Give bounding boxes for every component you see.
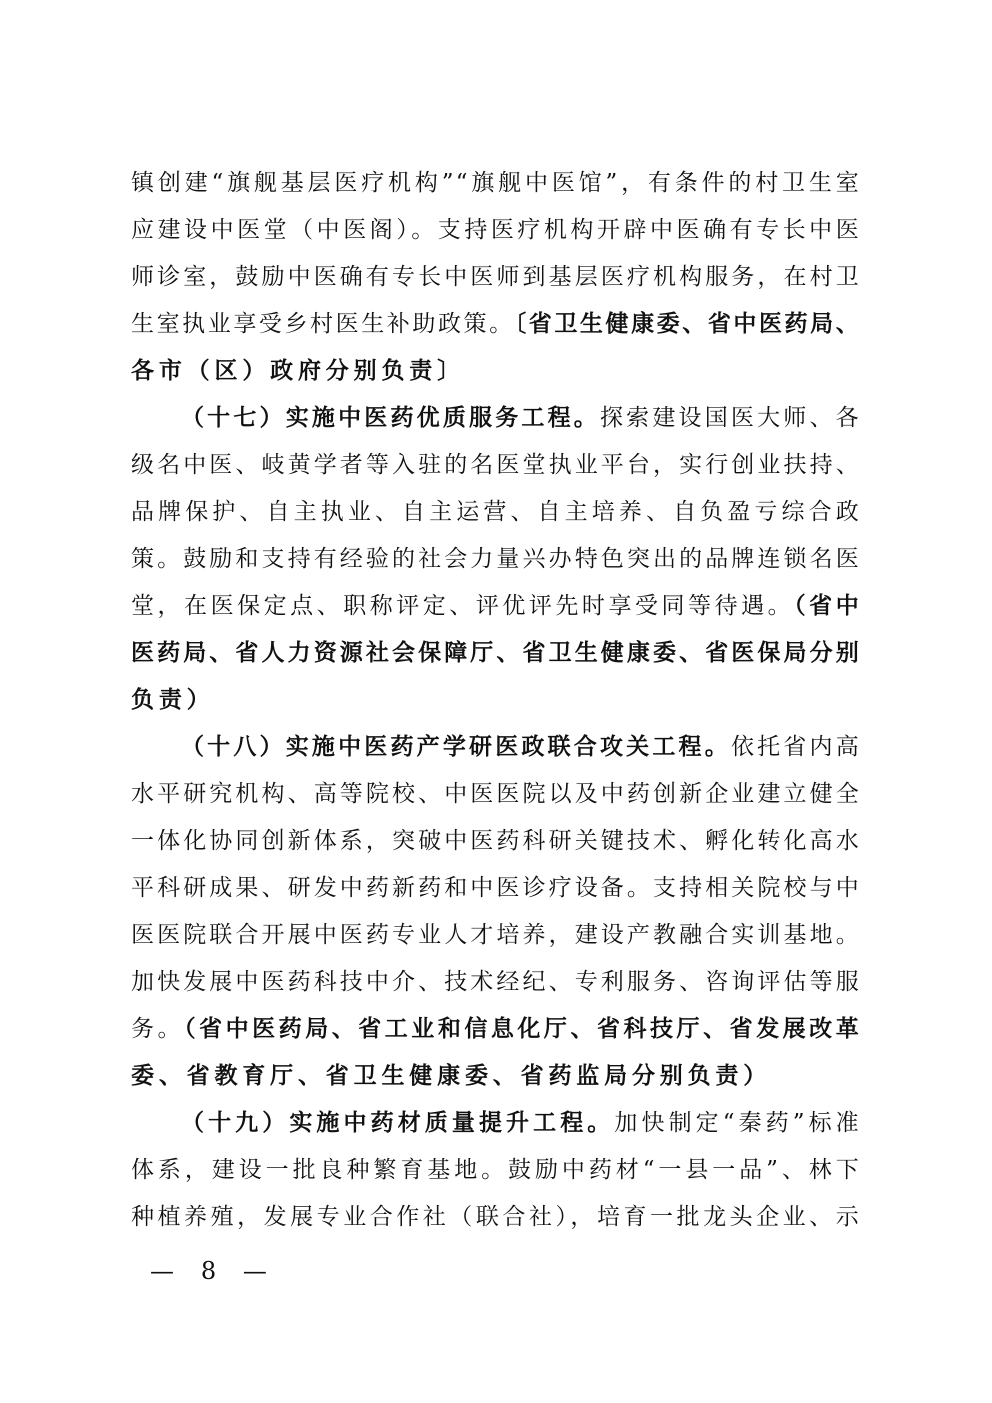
text-line: 体系，建设一批良种繁育基地。鼓励中药材“一县一品”、林下: [131, 1157, 861, 1183]
page-number: — 8 —: [150, 1257, 277, 1285]
text-line: 应建设中医堂（中医阁）。支持医疗机构开辟中医确有专长中医: [131, 217, 861, 243]
text-line: 医医院联合开展中医药专业人才培养，建设产教融合实训基地。: [131, 922, 861, 948]
text-line: 水平研究机构、高等院校、中医医院以及中药创新企业建立健全: [131, 781, 861, 807]
text-line: 平科研成果、研发中药新药和中医诊疗设备。支持相关院校与中: [131, 875, 861, 901]
text-line: 生室执业享受乡村医生补助政策。〔省卫生健康委、省中医药局、: [131, 310, 861, 337]
text-line: 种植养殖，发展专业合作社（联合社），培育一批龙头企业、示: [131, 1204, 861, 1230]
section-heading-line: （十九）实施中药材质量提升工程。加快制定“秦药”标准: [181, 1109, 861, 1136]
text-line: 各市（区）政府分别负责〕: [131, 357, 465, 384]
text-line: 策。鼓励和支持有经验的社会力量兴办特色突出的品牌连锁名医: [131, 546, 861, 572]
section-heading-line: （十七）实施中医药优质服务工程。探索建设国医大师、各: [181, 404, 861, 431]
text-line: 负责）: [131, 686, 215, 713]
section-heading-line: （十八）实施中医药产学研医政联合攻关工程。依托省内高: [181, 733, 861, 760]
text-line: 品牌保护、自主执业、自主运营、自主培养、自负盈亏综合政: [131, 499, 861, 525]
text-line: 委、省教育厅、省卫生健康委、省药监局分别负责）: [131, 1062, 772, 1089]
text-line: 镇创建“旗舰基层医疗机构”“旗舰中医馆”，有条件的村卫生室: [131, 170, 861, 196]
text-line: 堂，在医保定点、职称评定、评优评先时享受同等待遇。（省中: [131, 592, 861, 619]
text-line: 级名中医、岐黄学者等入驻的名医堂执业平台，实行创业扶持、: [131, 452, 861, 478]
text-line: 务。（省中医药局、省工业和信息化厅、省科技厅、省发展改革: [131, 1015, 861, 1042]
text-line: 医药局、省人力资源社会保障厅、省卫生健康委、省医保局分别: [131, 639, 861, 666]
text-line: 师诊室，鼓励中医确有专长中医师到基层医疗机构服务，在村卫: [131, 264, 861, 290]
text-line: 加快发展中医药科技中介、技术经纪、专利服务、咨询评估等服: [131, 969, 861, 995]
text-line: 一体化协同创新体系，突破中医药科研关键技术、孵化转化高水: [131, 828, 861, 854]
